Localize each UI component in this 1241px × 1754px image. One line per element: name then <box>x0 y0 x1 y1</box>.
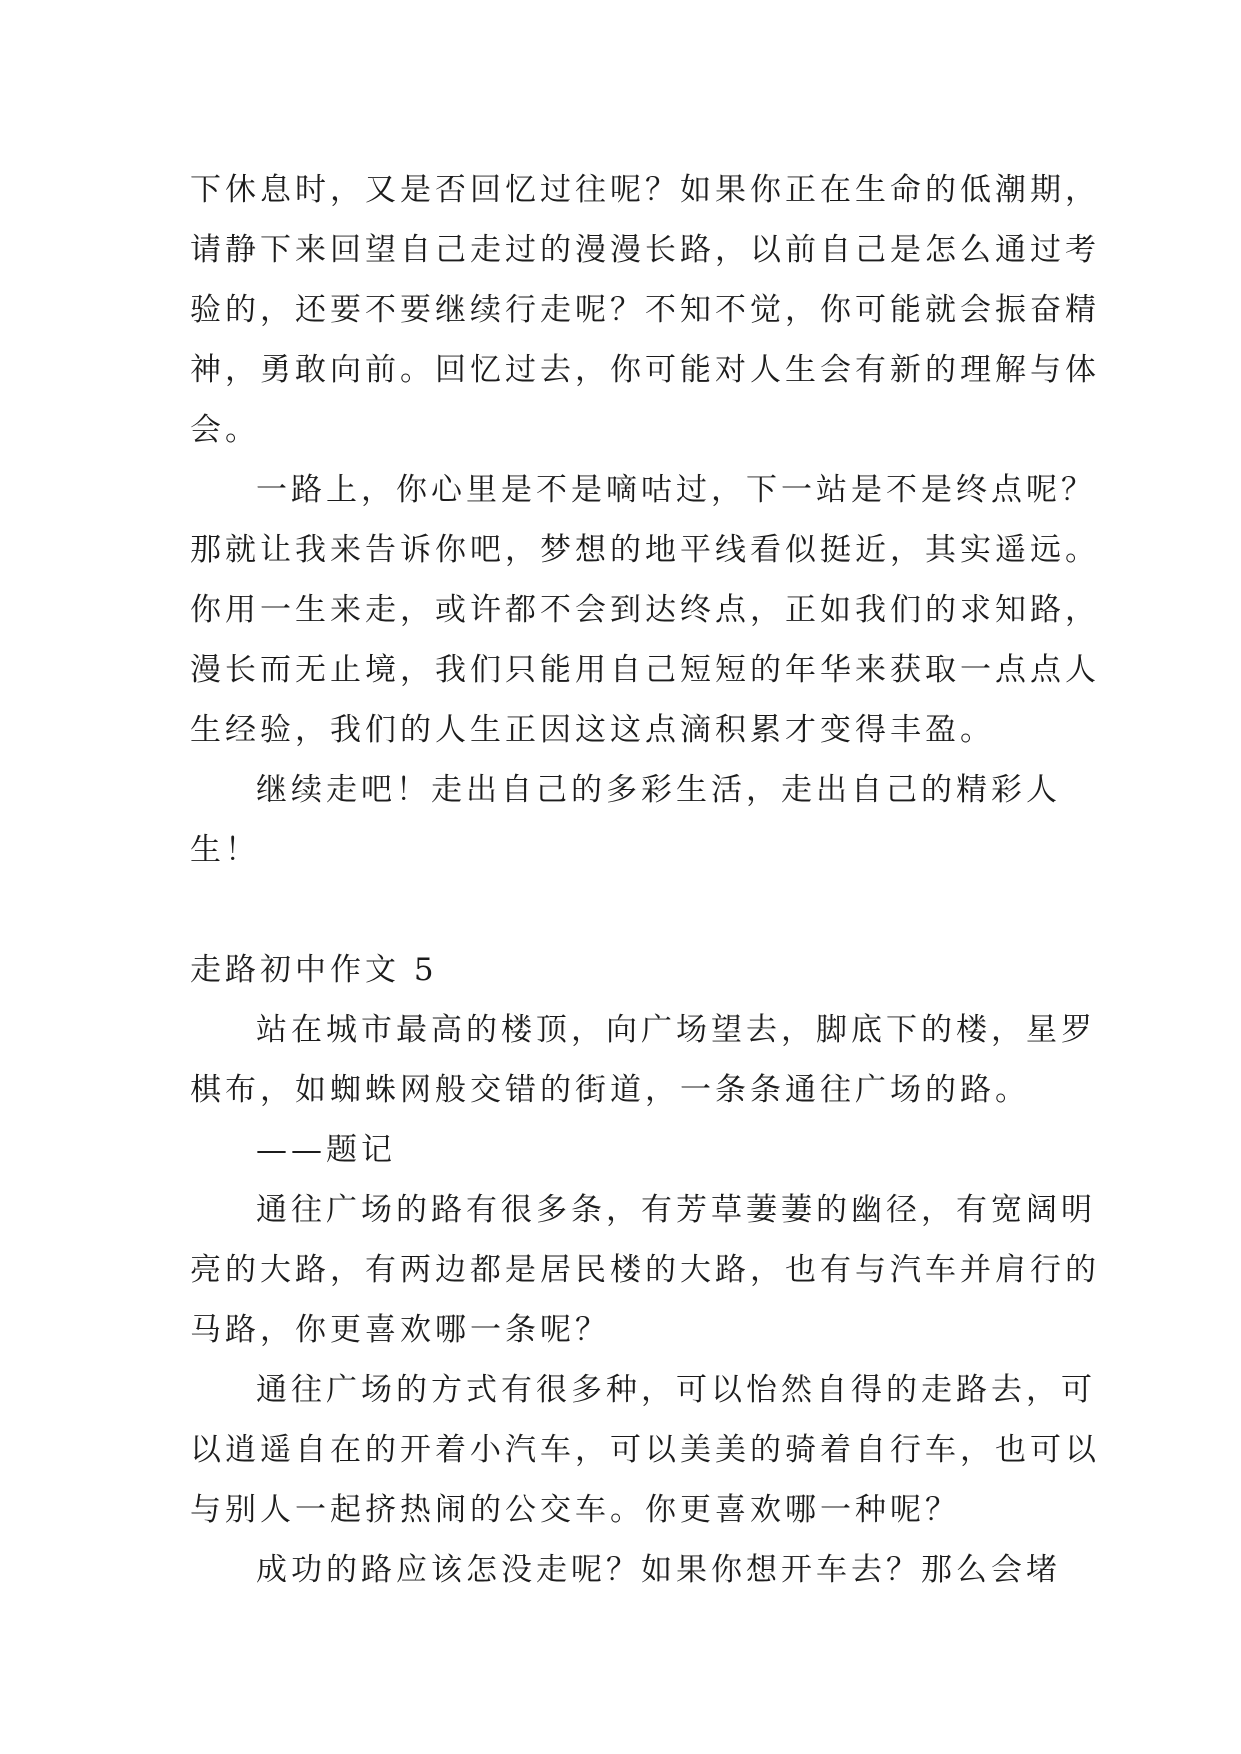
text-line: 一路上，你心里是不是嘀咕过，下一站是不是终点呢？ <box>256 472 1096 508</box>
text-line: 会。 <box>190 412 260 448</box>
text-line: 你用一生来走，或许都不会到达终点，正如我们的求知路， <box>190 592 1100 628</box>
text-line: 通往广场的方式有很多种，可以怡然自得的走路去，可 <box>256 1372 1096 1408</box>
text-line: 漫长而无止境，我们只能用自己短短的年华来获取一点点人 <box>190 652 1100 688</box>
text-line: ——题记 <box>256 1132 396 1168</box>
text-line: 请静下来回望自己走过的漫漫长路，以前自己是怎么通过考 <box>190 232 1100 268</box>
text-line: 生经验，我们的人生正因这这点滴积累才变得丰盈。 <box>190 712 995 748</box>
paragraphs-before-title <box>190 160 1100 880</box>
text-line: 马路，你更喜欢哪一条呢？ <box>190 1312 610 1348</box>
text-line: 生！ <box>190 832 260 868</box>
text-line: 棋布，如蜘蛛网般交错的街道，一条条通往广场的路。 <box>190 1072 1030 1108</box>
text-line: 继续走吧！走出自己的多彩生活，走出自己的精彩人 <box>256 772 1061 808</box>
text-line: 验的，还要不要继续行走呢？不知不觉，你可能就会振奋精 <box>190 292 1100 328</box>
text-line: 那就让我来告诉你吧，梦想的地平线看似挺近，其实遥远。 <box>190 532 1100 568</box>
section-gap <box>190 880 1090 940</box>
text-line: 亮的大路，有两边都是居民楼的大路，也有与汽车并肩行的 <box>190 1252 1100 1288</box>
document-body <box>190 160 1100 1600</box>
text-line: 通往广场的路有很多条，有芳草萋萋的幽径，有宽阔明 <box>256 1192 1096 1228</box>
text-line: 与别人一起挤热闹的公交车。你更喜欢哪一种呢？ <box>190 1492 960 1528</box>
text-line: 神，勇敢向前。回忆过去，你可能对人生会有新的理解与体 <box>190 352 1100 388</box>
text-line: 下休息时，又是否回忆过往呢？如果你正在生命的低潮期， <box>190 172 1100 208</box>
text-line: 站在城市最高的楼顶，向广场望去，脚底下的楼，星罗 <box>256 1012 1096 1048</box>
text-line: 以逍遥自在的开着小汽车，可以美美的骑着自行车，也可以 <box>190 1432 1100 1468</box>
paragraphs-after-title <box>190 1000 1100 1600</box>
text-line: 成功的路应该怎没走呢？如果你想开车去？那么会堵 <box>256 1552 1061 1588</box>
essay-title: 走路初中作文 5 <box>190 952 438 988</box>
